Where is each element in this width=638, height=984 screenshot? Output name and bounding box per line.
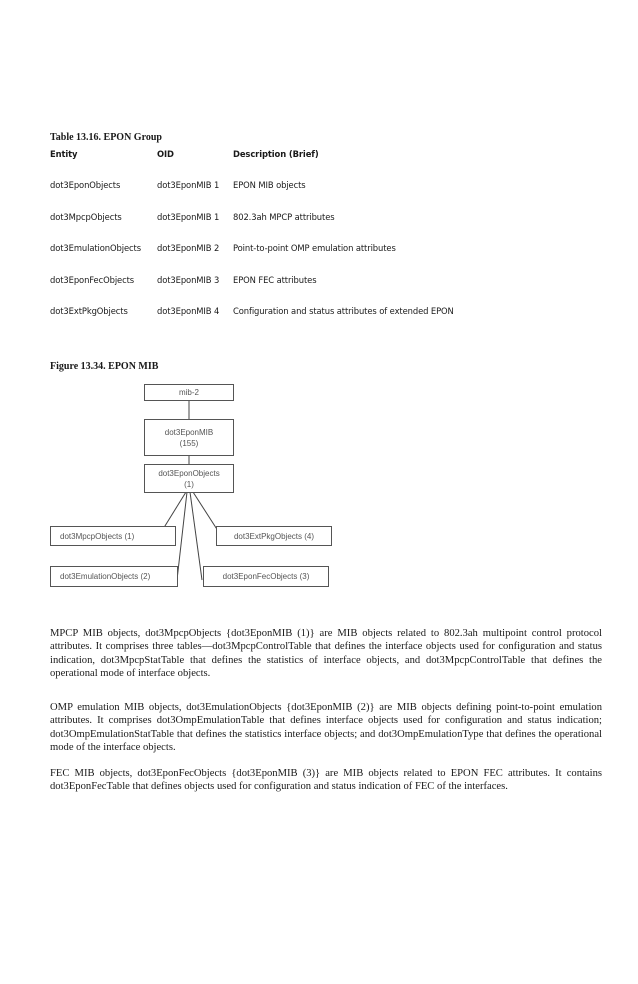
cell-description: EPON MIB objects (233, 180, 306, 190)
node-mib-2 (144, 384, 234, 401)
cell-entity: dot3MpcpObjects (50, 212, 122, 222)
connector-line (177, 492, 187, 580)
paragraph-fec: FEC MIB objects, dot3EponFecObjects {dot3EponMIB (3)} are MIB objects related to EPON FEC attributes. It contains dot3EponFecTable that defines objects used for configuration and status indication of FEC of the interfaces. (50, 768, 602, 793)
cell-description: Point-to-point OMP emulation attributes (233, 243, 396, 253)
cell-description: Configuration and status attributes of extended EPON (233, 306, 454, 316)
node-label: dot3EponFecObjects (3) (222, 572, 310, 581)
header-description: Description (Brief) (233, 149, 319, 159)
cell-entity: dot3EponObjects (50, 180, 121, 190)
table-caption: Table 13.16. EPON Group (50, 132, 162, 143)
figure-caption: Figure 13.34. EPON MIB (50, 361, 159, 372)
cell-oid: dot3EponMIB 3 (157, 275, 220, 285)
header-oid: OID (157, 149, 174, 159)
node-label: dot3EponObjects (158, 468, 220, 478)
node-label: dot3EmulationObjects (2) (60, 572, 151, 581)
node-dot3mpcpobjects (50, 526, 176, 546)
cell-description: EPON FEC attributes (233, 275, 317, 285)
node-label: dot3MpcpObjects (1) (60, 531, 135, 541)
node-label: dot3ExtPkgObjects (4) (233, 531, 315, 541)
cell-entity: dot3EponFecObjects (50, 275, 135, 285)
cell-oid: dot3EponMIB 4 (157, 306, 220, 316)
node-label: mib-2 (178, 388, 199, 397)
paragraph-mpcp: MPCP MIB objects, dot3MpcpObjects {dot3EponMIB (1)} are MIB objects related to 802.3ah multipoint control protocol attributes. It comprises three tables—dot3MpcpControlTable that defines the interface objects used for configuration and status indication, dot3MpcpStatTable that defines the statistics of interface objects, and dot3MpcpControlTable that defines the operational mode of interface objects. (50, 628, 602, 680)
node-oid: (1) (184, 479, 194, 489)
node-dot3eponfecobjects (203, 566, 329, 587)
cell-oid: dot3EponMIB 1 (157, 180, 220, 190)
paragraph-omp-emulation: OMP emulation MIB objects, dot3EmulationObjects {dot3EponMIB (2)} are MIB objects defining point-to-point emulation attributes. It comprises dot3OmpEmulationTable that defines interface objects used for configuration and status indication; dot3OmpEmulationStatTable that defines the statistics interface objects; and dot3OmpEmulationType that defines the operational mode of the interface objects. (50, 702, 602, 754)
node-dot3eponmib (144, 419, 234, 456)
connector-line (190, 492, 202, 580)
header-entity: Entity (50, 149, 78, 159)
cell-entity: dot3ExtPkgObjects (50, 306, 128, 316)
cell-oid: dot3EponMIB 2 (157, 243, 220, 253)
node-dot3extpkgobjects (216, 526, 332, 546)
node-dot3emulationobjects (50, 566, 178, 587)
node-dot3eponobjects (144, 464, 234, 493)
cell-description: 802.3ah MPCP attributes (233, 212, 335, 222)
node-oid: (155) (179, 438, 199, 448)
cell-entity: dot3EmulationObjects (50, 243, 141, 253)
cell-oid: dot3EponMIB 1 (157, 212, 220, 222)
node-label: dot3EponMIB (164, 427, 214, 437)
